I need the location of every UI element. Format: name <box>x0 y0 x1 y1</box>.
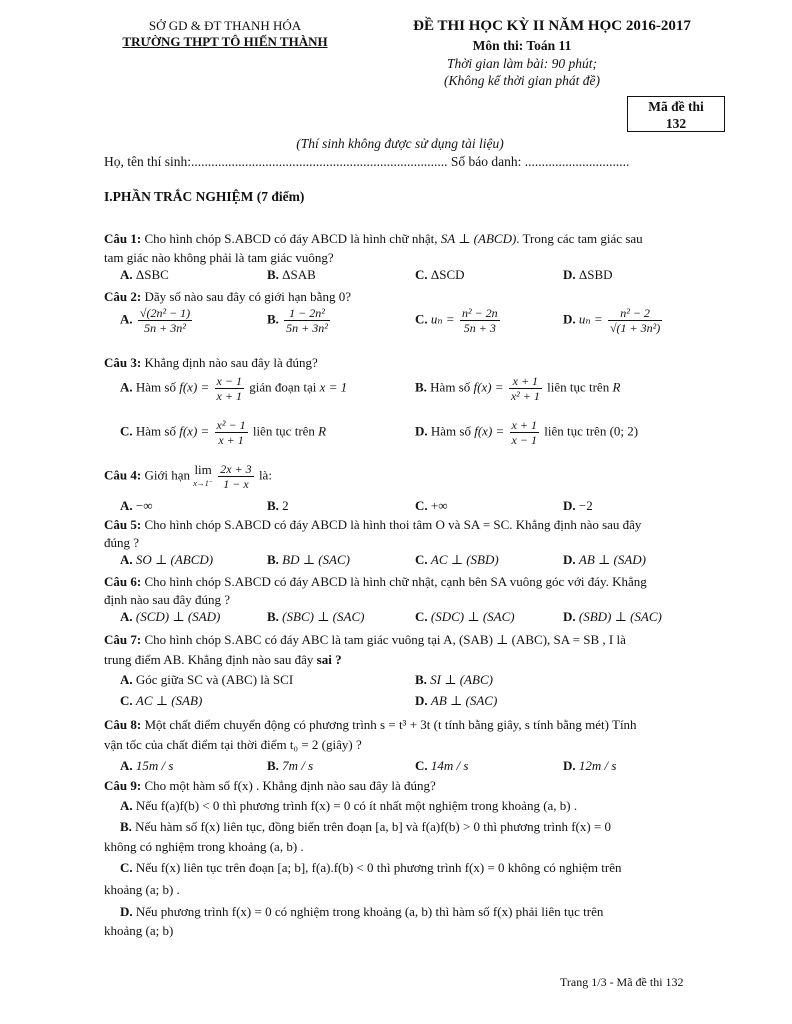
q9-option-b: B. Nếu hàm số f(x) liên tục, đồng biến trên đoạn [a, b] và f(a)f(b) > 0 thì phương trình f(x) = 0 <box>120 819 612 834</box>
q9-option-d: D. Nếu phương trình f(x) = 0 có nghiệm trong khoảng (a, b) thì hàm số f(x) phải liên tục trên <box>120 904 604 919</box>
question-8-cont: vận tốc của chất điểm tại thời điểm t₀ = 2 (giây) ? <box>104 737 362 752</box>
q8-option-d: D. 12m / s <box>563 758 617 773</box>
q7-option-a: A. Góc giữa SC và (ABC) là SCI <box>120 672 294 687</box>
q9-option-d-cont: khoảng (a; b) <box>104 923 174 938</box>
q8-option-c: C. 14m / s <box>415 758 469 773</box>
q6-option-c: C. (SDC) ⊥ (SAC) <box>415 609 515 624</box>
exam-subject: Môn thi: Toán 11 <box>472 38 572 53</box>
question-9: Câu 9: Cho một hàm số f(x) . Khẳng định nào sau đây là đúng? <box>104 778 436 793</box>
dept-name: SỞ GD & ĐT THANH HÓA <box>148 18 302 33</box>
q1-option-a: A. ΔSBC <box>120 267 169 282</box>
q9-option-c-cont: khoảng (a; b) . <box>104 882 180 897</box>
exam-time-note: (Không kể thời gian phát đề) <box>443 73 601 88</box>
q3-option-b: B. Hàm số f(x) = $\frac{x + 1}{\text{x² + 1}}$ liên tục trên R <box>415 374 621 403</box>
question-6: Câu 6: Cho hình chóp S.ABCD có đáy ABCD là hình chữ nhật, cạnh bên SA vuông góc với đáy. Khẳng <box>104 574 647 589</box>
q4-option-a: A. −∞ <box>120 498 153 513</box>
q5-option-c: C. AC ⊥ (SBD) <box>415 552 499 567</box>
q4-option-c: C. +∞ <box>415 498 448 513</box>
exam-time: Thời gian làm bài: 90 phút; <box>446 56 598 71</box>
q7-option-b: B. SI ⊥ (ABC) <box>415 672 493 687</box>
q8-option-a: A. 15m / s <box>120 758 174 773</box>
q2-option-c: C. uₙ = $\frac{\text{n² − 2n}}{5n + 3}$ <box>415 306 498 335</box>
q3-option-a: A. Hàm số f(x) = $\frac{x - 1}{x + 1}$ gián đoạn tại x = 1 <box>120 374 348 403</box>
q6-option-d: D. (SBD) ⊥ (SAC) <box>563 609 662 624</box>
question-5-cont: đúng ? <box>104 535 140 550</box>
question-5: Câu 5: Cho hình chóp S.ABCD có đáy ABCD là hình thoi tâm O và SA = SC. Khẳng định nào sau đây <box>104 517 642 532</box>
question-4: Câu 4: Giới hạn lim x→1⁻ $\frac{2x + 3}{1 - x}$ là: <box>104 461 272 491</box>
q9-option-a: A. Nếu f(a)f(b) < 0 thì phương trình f(x) = 0 có ít nhất một nghiệm trong khoảng (a, b) . <box>120 798 578 813</box>
school-name: TRƯỜNG THPT TÔ HIẾN THÀNH <box>122 34 328 49</box>
question-6-cont: định nào sau đây đúng ? <box>104 592 231 607</box>
question-3: Câu 3: Khẳng định nào sau đây là đúng? <box>104 355 318 370</box>
q3-option-d: D. Hàm số f(x) = $\frac{x + 1}{x - 1}$ liên tục trên (0; 2) <box>415 418 639 447</box>
question-7-cont: trung điểm AB. Khẳng định nào sau đây sai ? <box>104 652 342 667</box>
section-title: I.PHẦN TRẮC NGHIỆM (7 điểm) <box>104 189 305 204</box>
q4-option-d: D. −2 <box>563 498 593 513</box>
page-footer: Trang 1/3 - Mã đề thi 132 <box>560 975 684 989</box>
q2-option-d: D. uₙ = $\frac{\text{n² − 2}}{\text{√(1 + 3n²)}}$ <box>563 306 661 335</box>
q6-option-b: B. (SBC) ⊥ (SAC) <box>267 609 365 624</box>
exam-code-label: Mã đề thi <box>648 99 704 114</box>
q5-option-b: B. BD ⊥ (SAC) <box>267 552 350 567</box>
q7-option-d: D. AB ⊥ (SAC) <box>415 693 498 708</box>
q5-option-a: A. SO ⊥ (ABCD) <box>120 552 214 567</box>
exam-code-value: 132 <box>665 116 687 131</box>
q1-option-d: D. ΔSBD <box>563 267 613 282</box>
q8-option-b: B. 7m / s <box>267 758 314 773</box>
question-7: Câu 7: Cho hình chóp S.ABC có đáy ABC là tam giác vuông tại A, (SAB) ⊥ (ABC), SA = SB , I là <box>104 632 626 647</box>
q6-option-a: A. (SCD) ⊥ (SAD) <box>120 609 221 624</box>
q1-option-b: B. ΔSAB <box>267 267 316 282</box>
question-1: Câu 1: Cho hình chóp S.ABCD có đáy ABCD là hình chữ nhật, SA ⊥ (ABCD). Trong các tam giác sau <box>104 231 643 246</box>
q3-option-c: C. Hàm số f(x) = $\frac{\text{x² − 1}}{x + 1}$ liên tục trên R <box>120 418 327 447</box>
exam-title: ĐỀ THI HỌC KỲ II NĂM HỌC 2016-2017 <box>413 18 691 34</box>
q1-option-c: C. ΔSCD <box>415 267 465 282</box>
q9-option-c: C. Nếu f(x) liên tục trên đoạn [a; b], f(a).f(b) < 0 thì phương trình f(x) = 0 không có nghiệm trên <box>120 860 622 875</box>
question-8: Câu 8: Một chất điểm chuyển động có phương trình s = t³ + 3t (t tính bằng giây, s tính bằng mét) Tính <box>104 717 637 732</box>
exam-code-box <box>627 96 725 132</box>
q2-option-a: A. $\frac{\text{√(2n² − 1)}}{\text{5n + 3n²}}$ <box>120 306 191 335</box>
no-docs-note: (Thí sinh không được sử dụng tài liệu) <box>296 136 504 151</box>
q7-option-c: C. AC ⊥ (SAB) <box>120 693 203 708</box>
q9-option-b-cont: không có nghiệm trong khoảng (a, b) . <box>104 839 304 854</box>
q4-option-b: B. 2 <box>267 498 289 513</box>
question-1-cont: tam giác nào không phải là tam giác vuông? <box>104 250 334 265</box>
question-2: Câu 2: Dãy số nào sau đây có giới hạn bằng 0? <box>104 289 351 304</box>
candidate-name-line: Họ, tên thí sinh:............................................................................ Số báo danh: ............................... <box>104 154 630 169</box>
q2-option-b: B. $\frac{\text{1 − 2n²}}{\text{5n + 3n²}}$ <box>267 306 328 335</box>
q5-option-d: D. AB ⊥ (SAD) <box>563 552 646 567</box>
